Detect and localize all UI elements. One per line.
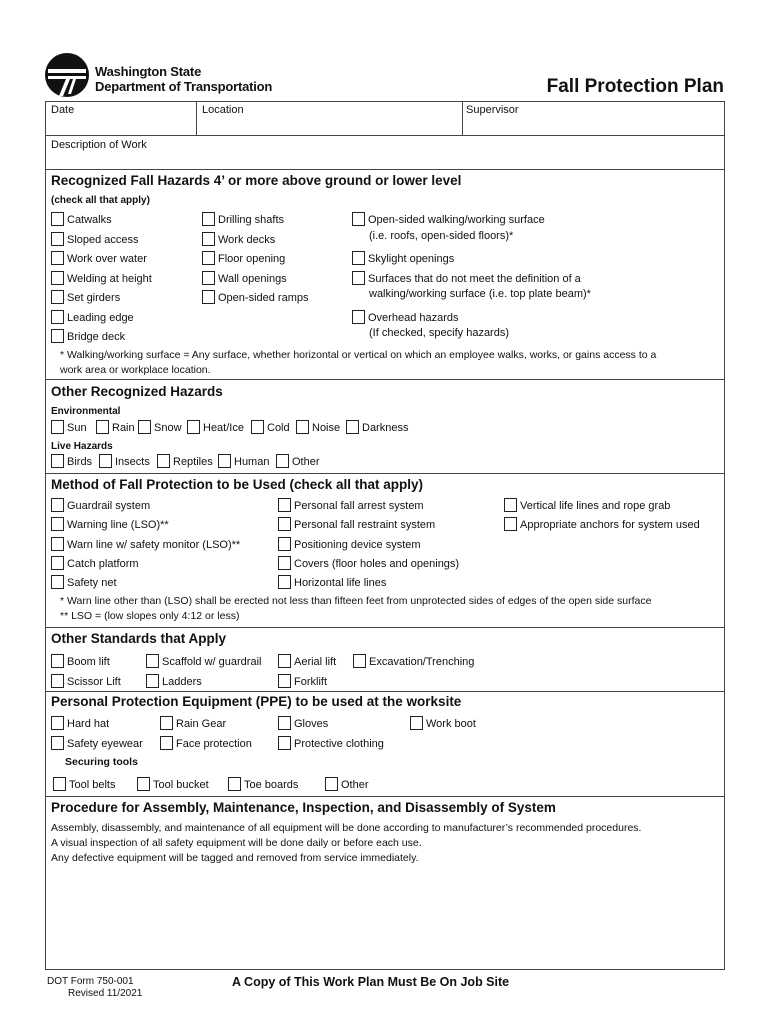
checkbox-rain[interactable]	[96, 420, 135, 436]
checkbox-box[interactable]	[51, 290, 64, 304]
form-revised-line: Revised 11/2021	[68, 988, 143, 999]
checkbox-box[interactable]	[410, 716, 423, 730]
checkbox-box[interactable]	[51, 674, 64, 688]
checkbox-label: Tool bucket	[153, 779, 209, 791]
checkbox-noise[interactable]	[296, 420, 340, 436]
checkbox-leading-edge[interactable]	[51, 310, 134, 326]
checkbox-horizontal-life-lines[interactable]	[278, 575, 386, 591]
checkbox-box[interactable]	[51, 212, 64, 226]
checkbox-box[interactable]	[352, 310, 365, 324]
checkbox-box[interactable]	[278, 736, 291, 750]
checkbox-box[interactable]	[202, 271, 215, 285]
checkbox-note: walking/working surface (i.e. top plate beam)*	[369, 288, 591, 300]
checkbox-box[interactable]	[278, 498, 291, 512]
checkbox-scaffold[interactable]	[146, 654, 261, 670]
checkbox-ladders[interactable]	[146, 674, 202, 690]
date-field[interactable]: Date	[51, 104, 75, 116]
checkbox-box[interactable]	[51, 251, 64, 265]
checkbox-box[interactable]	[187, 420, 200, 434]
procedure-line: A visual inspection of all safety equipment will be done daily or before each use.	[51, 837, 422, 849]
checkbox-label: Noise	[312, 422, 341, 434]
checkbox-warn-line-monitor[interactable]	[51, 537, 240, 553]
checkbox-open-sided-ramps[interactable]	[202, 290, 309, 306]
divider	[45, 627, 725, 628]
checkbox-open-sided-surface[interactable]	[352, 212, 545, 228]
checkbox-label: Birds	[67, 456, 93, 468]
checkbox-box[interactable]	[202, 290, 215, 304]
checkbox-box[interactable]	[51, 575, 64, 589]
form-number-line: DOT Form 750-001	[47, 976, 134, 987]
checkbox-other-tools[interactable]	[325, 777, 369, 793]
checkbox-label: Work boot	[426, 718, 476, 730]
checkbox-box[interactable]	[278, 654, 291, 668]
checkbox-rain-gear[interactable]	[160, 716, 226, 732]
checkbox-box[interactable]	[137, 777, 150, 791]
divider	[45, 379, 725, 380]
divider	[45, 691, 725, 692]
checkbox-label: Warn line w/ safety monitor (LSO)**	[67, 539, 241, 551]
checkbox-box[interactable]	[202, 232, 215, 246]
checkbox-box[interactable]	[352, 212, 365, 226]
checkbox-safety-eyewear[interactable]	[51, 736, 143, 752]
checkbox-guardrail-system[interactable]	[51, 498, 150, 514]
checkbox-human[interactable]	[218, 454, 269, 470]
procedure-line: Assembly, disassembly, and maintenance of all equipment will be done according to manufacturer’s recommended procedures.	[51, 822, 642, 834]
checkbox-box[interactable]	[51, 329, 64, 343]
securing-tools-label: Securing tools	[65, 756, 138, 768]
checkbox-label: Personal fall arrest system	[294, 500, 424, 512]
checkbox-label: Drilling shafts	[218, 214, 285, 226]
checkbox-floor-opening[interactable]	[202, 251, 285, 267]
form-number	[47, 976, 142, 1000]
checkbox-work-boot[interactable]	[410, 716, 476, 732]
checkbox-set-girders[interactable]	[51, 290, 120, 306]
location-field[interactable]: Location	[202, 104, 244, 116]
checkbox-label: Scaffold w/ guardrail	[162, 656, 262, 668]
checkbox-box[interactable]	[51, 556, 64, 570]
checkbox-label: Horizontal life lines	[294, 577, 387, 589]
fall-hazards-subtitle: (check all that apply)	[51, 195, 150, 206]
checkbox-box[interactable]	[278, 537, 291, 551]
wsdot-logo	[44, 52, 90, 98]
checkbox-label: Heat/Ice	[203, 422, 244, 434]
checkbox-gloves[interactable]	[278, 716, 328, 732]
checkbox-box[interactable]	[51, 498, 64, 512]
checkbox-label: Set girders	[67, 292, 121, 304]
environmental-label: Environmental	[51, 406, 121, 417]
checkbox-label: Excavation/Trenching	[369, 656, 475, 668]
checkbox-positioning-device[interactable]	[278, 537, 421, 553]
fall-hazards-title: Recognized Fall Hazards 4’ or more above ground or lower level	[51, 173, 462, 188]
checkbox-fall-arrest[interactable]	[278, 498, 424, 514]
procedure-title: Procedure for Assembly, Maintenance, Inspection, and Disassembly of System	[51, 800, 556, 815]
checkbox-label: Tool belts	[69, 779, 116, 791]
checkbox-label: Forklift	[294, 676, 327, 688]
checkbox-label: Snow	[154, 422, 182, 434]
checkbox-box[interactable]	[276, 454, 289, 468]
checkbox-box[interactable]	[51, 271, 64, 285]
checkbox-forklift[interactable]	[278, 674, 327, 690]
checkbox-box[interactable]	[51, 454, 64, 468]
fall-protection-note	[60, 594, 651, 624]
checkbox-sloped-access[interactable]	[51, 232, 139, 248]
footnote-line: work area or workplace location.	[60, 364, 211, 376]
checkbox-overhead-hazards[interactable]	[352, 310, 459, 326]
checkbox-box[interactable]	[96, 420, 109, 434]
checkbox-reptiles[interactable]	[157, 454, 213, 470]
checkbox-box[interactable]	[278, 674, 291, 688]
checkbox-box[interactable]	[51, 310, 64, 324]
checkbox-box[interactable]	[51, 537, 64, 551]
checkbox-box[interactable]	[278, 575, 291, 589]
checkbox-box[interactable]	[51, 232, 64, 246]
checkbox-box[interactable]	[202, 212, 215, 226]
checkbox-label: Leading edge	[67, 312, 134, 324]
checkbox-box[interactable]	[251, 420, 264, 434]
divider	[45, 796, 725, 797]
checkbox-safety-net[interactable]	[51, 575, 117, 591]
divider	[45, 473, 725, 474]
checkbox-box[interactable]	[202, 251, 215, 265]
checkbox-label: Scissor Lift	[67, 676, 121, 688]
checkbox-box[interactable]	[296, 420, 309, 434]
checkbox-box[interactable]	[146, 654, 159, 668]
checkbox-label: Catwalks	[67, 214, 112, 226]
checkbox-label: Protective clothing	[294, 738, 384, 750]
checkbox-label: Human	[234, 456, 270, 468]
checkbox-label: Other	[292, 456, 320, 468]
checkbox-label: Cold	[267, 422, 290, 434]
checkbox-label: Insects	[115, 456, 150, 468]
checkbox-wall-openings[interactable]	[202, 271, 287, 287]
checkbox-label: Covers (floor holes and openings)	[294, 558, 460, 570]
checkbox-label: Work over water	[67, 253, 147, 265]
checkbox-scissor-lift[interactable]	[51, 674, 121, 690]
checkbox-box[interactable]	[278, 556, 291, 570]
checkbox-label: Rain Gear	[176, 718, 227, 730]
checkbox-welding-at-height[interactable]	[51, 271, 152, 287]
checkbox-tool-belts[interactable]	[53, 777, 115, 793]
checkbox-box[interactable]	[53, 777, 66, 791]
live-hazards-label: Live Hazards	[51, 441, 113, 452]
checkbox-catch-platform[interactable]	[51, 556, 139, 572]
checkbox-label: Open-sided ramps	[218, 292, 309, 304]
checkbox-label: Hard hat	[67, 718, 110, 730]
checkbox-label: Darkness	[362, 422, 409, 434]
checkbox-label: Face protection	[176, 738, 252, 750]
checkbox-sun[interactable]	[51, 420, 87, 436]
checkbox-label: Work decks	[218, 234, 276, 246]
checkbox-box[interactable]	[157, 454, 170, 468]
checkbox-box[interactable]	[51, 654, 64, 668]
checkbox-toe-boards[interactable]	[228, 777, 298, 793]
procedure-line: Any defective equipment will be tagged and removed from service immediately.	[51, 852, 419, 864]
checkbox-vertical-life-lines[interactable]	[504, 498, 670, 514]
checkbox-label: Appropriate anchors for system used	[520, 519, 700, 531]
other-standards-title: Other Standards that Apply	[51, 631, 227, 646]
checkbox-face-protection[interactable]	[160, 736, 252, 752]
fall-protection-title: Method of Fall Protection to be Used (check all that apply)	[51, 477, 424, 492]
checkbox-label: Bridge deck	[67, 331, 126, 343]
footnote-line: * Walking/working surface = Any surface, whether horizontal or vertical on which an employee walks, works, or gains access to a	[60, 349, 657, 361]
other-hazards-title: Other Recognized Hazards	[51, 384, 223, 399]
checkbox-box[interactable]	[51, 736, 64, 750]
footer-note: A Copy of This Work Plan Must Be On Job Site	[232, 975, 510, 989]
checkbox-label: Skylight openings	[368, 253, 455, 265]
checkbox-appropriate-anchors[interactable]	[504, 517, 700, 533]
ppe-title: Personal Protection Equipment (PPE) to be used at the worksite	[51, 694, 462, 709]
divider	[45, 135, 725, 136]
checkbox-bridge-deck[interactable]	[51, 329, 125, 345]
checkbox-label: Aerial lift	[294, 656, 337, 668]
divider	[196, 101, 197, 136]
checkbox-box[interactable]	[352, 271, 365, 285]
checkbox-darkness[interactable]	[346, 420, 408, 436]
checkbox-drilling-shafts[interactable]	[202, 212, 284, 228]
checkbox-label: Personal fall restraint system	[294, 519, 436, 531]
agency-line1: Washington State	[95, 64, 202, 79]
checkbox-label: Surfaces that do not meet the definition of a	[368, 273, 581, 285]
checkbox-label: Guardrail system	[67, 500, 151, 512]
checkbox-skylight-openings[interactable]	[352, 251, 454, 267]
checkbox-snow[interactable]	[138, 420, 182, 436]
checkbox-other-live[interactable]	[276, 454, 320, 470]
checkbox-heat-ice[interactable]	[187, 420, 244, 436]
checkbox-box[interactable]	[325, 777, 338, 791]
checkbox-work-over-water[interactable]	[51, 251, 147, 267]
supervisor-field[interactable]: Supervisor	[466, 104, 519, 116]
checkbox-birds[interactable]	[51, 454, 92, 470]
checkbox-box[interactable]	[160, 736, 173, 750]
checkbox-non-walking-surfaces[interactable]	[352, 271, 581, 287]
checkbox-note: (If checked, specify hazards)	[369, 327, 510, 339]
checkbox-box[interactable]	[504, 517, 517, 531]
checkbox-tool-bucket[interactable]	[137, 777, 209, 793]
checkbox-fall-restraint[interactable]	[278, 517, 435, 533]
checkbox-catwalks[interactable]	[51, 212, 112, 228]
checkbox-note: (i.e. roofs, open-sided floors)*	[369, 230, 514, 242]
checkbox-label: Sun	[67, 422, 87, 434]
checkbox-label: Other	[341, 779, 369, 791]
checkbox-box[interactable]	[352, 251, 365, 265]
note-line: * Warn line other than (LSO) shall be erected not less than fifteen feet from unprotected sides of edges of the open side surface	[60, 595, 652, 607]
checkbox-excavation[interactable]	[353, 654, 474, 670]
checkbox-box[interactable]	[99, 454, 112, 468]
checkbox-label: Safety eyewear	[67, 738, 143, 750]
checkbox-label: Overhead hazards	[368, 312, 459, 324]
checkbox-label: Boom lift	[67, 656, 110, 668]
checkbox-box[interactable]	[278, 517, 291, 531]
checkbox-label: Floor opening	[218, 253, 286, 265]
checkbox-label: Wall openings	[218, 273, 287, 285]
checkbox-label: Warning line (LSO)**	[67, 519, 169, 531]
checkbox-warning-line[interactable]	[51, 517, 169, 533]
checkbox-box[interactable]	[146, 674, 159, 688]
checkbox-label: Safety net	[67, 577, 117, 589]
checkbox-label: Vertical life lines and rope grab	[520, 500, 671, 512]
checkbox-box[interactable]	[504, 498, 517, 512]
checkbox-hard-hat[interactable]	[51, 716, 109, 732]
agency-line2: Department of Transportation	[95, 79, 273, 94]
checkbox-box[interactable]	[353, 654, 366, 668]
checkbox-aerial-lift[interactable]	[278, 654, 336, 670]
checkbox-box[interactable]	[51, 716, 64, 730]
form-title: Fall Protection Plan	[546, 76, 724, 97]
procedure-text	[51, 821, 641, 866]
checkbox-cold[interactable]	[251, 420, 290, 436]
checkbox-box[interactable]	[218, 454, 231, 468]
checkbox-work-decks[interactable]	[202, 232, 275, 248]
checkbox-box[interactable]	[51, 517, 64, 531]
divider	[462, 101, 463, 136]
checkbox-label: Sloped access	[67, 234, 139, 246]
checkbox-box[interactable]	[51, 420, 64, 434]
checkbox-label: Gloves	[294, 718, 329, 730]
wsdot-logo-icon	[44, 52, 90, 98]
checkbox-protective-clothing[interactable]	[278, 736, 384, 752]
checkbox-box[interactable]	[160, 716, 173, 730]
divider	[45, 169, 725, 170]
checkbox-box[interactable]	[346, 420, 359, 434]
checkbox-label: Welding at height	[67, 273, 152, 285]
note-line: ** LSO = (low slopes only 4:12 or less)	[60, 610, 240, 622]
checkbox-box[interactable]	[278, 716, 291, 730]
checkbox-label: Open-sided walking/working surface	[368, 214, 545, 226]
checkbox-label: Ladders	[162, 676, 202, 688]
checkbox-box[interactable]	[228, 777, 241, 791]
checkbox-box[interactable]	[138, 420, 151, 434]
checkbox-label: Positioning device system	[294, 539, 421, 551]
checkbox-covers[interactable]	[278, 556, 459, 572]
checkbox-insects[interactable]	[99, 454, 150, 470]
checkbox-label: Reptiles	[173, 456, 213, 468]
agency-name	[95, 64, 272, 94]
checkbox-label: Toe boards	[244, 779, 299, 791]
fall-hazards-footnote	[60, 348, 656, 378]
description-field[interactable]: Description of Work	[51, 139, 147, 151]
checkbox-label: Rain	[112, 422, 135, 434]
checkbox-label: Catch platform	[67, 558, 139, 570]
checkbox-boom-lift[interactable]	[51, 654, 110, 670]
